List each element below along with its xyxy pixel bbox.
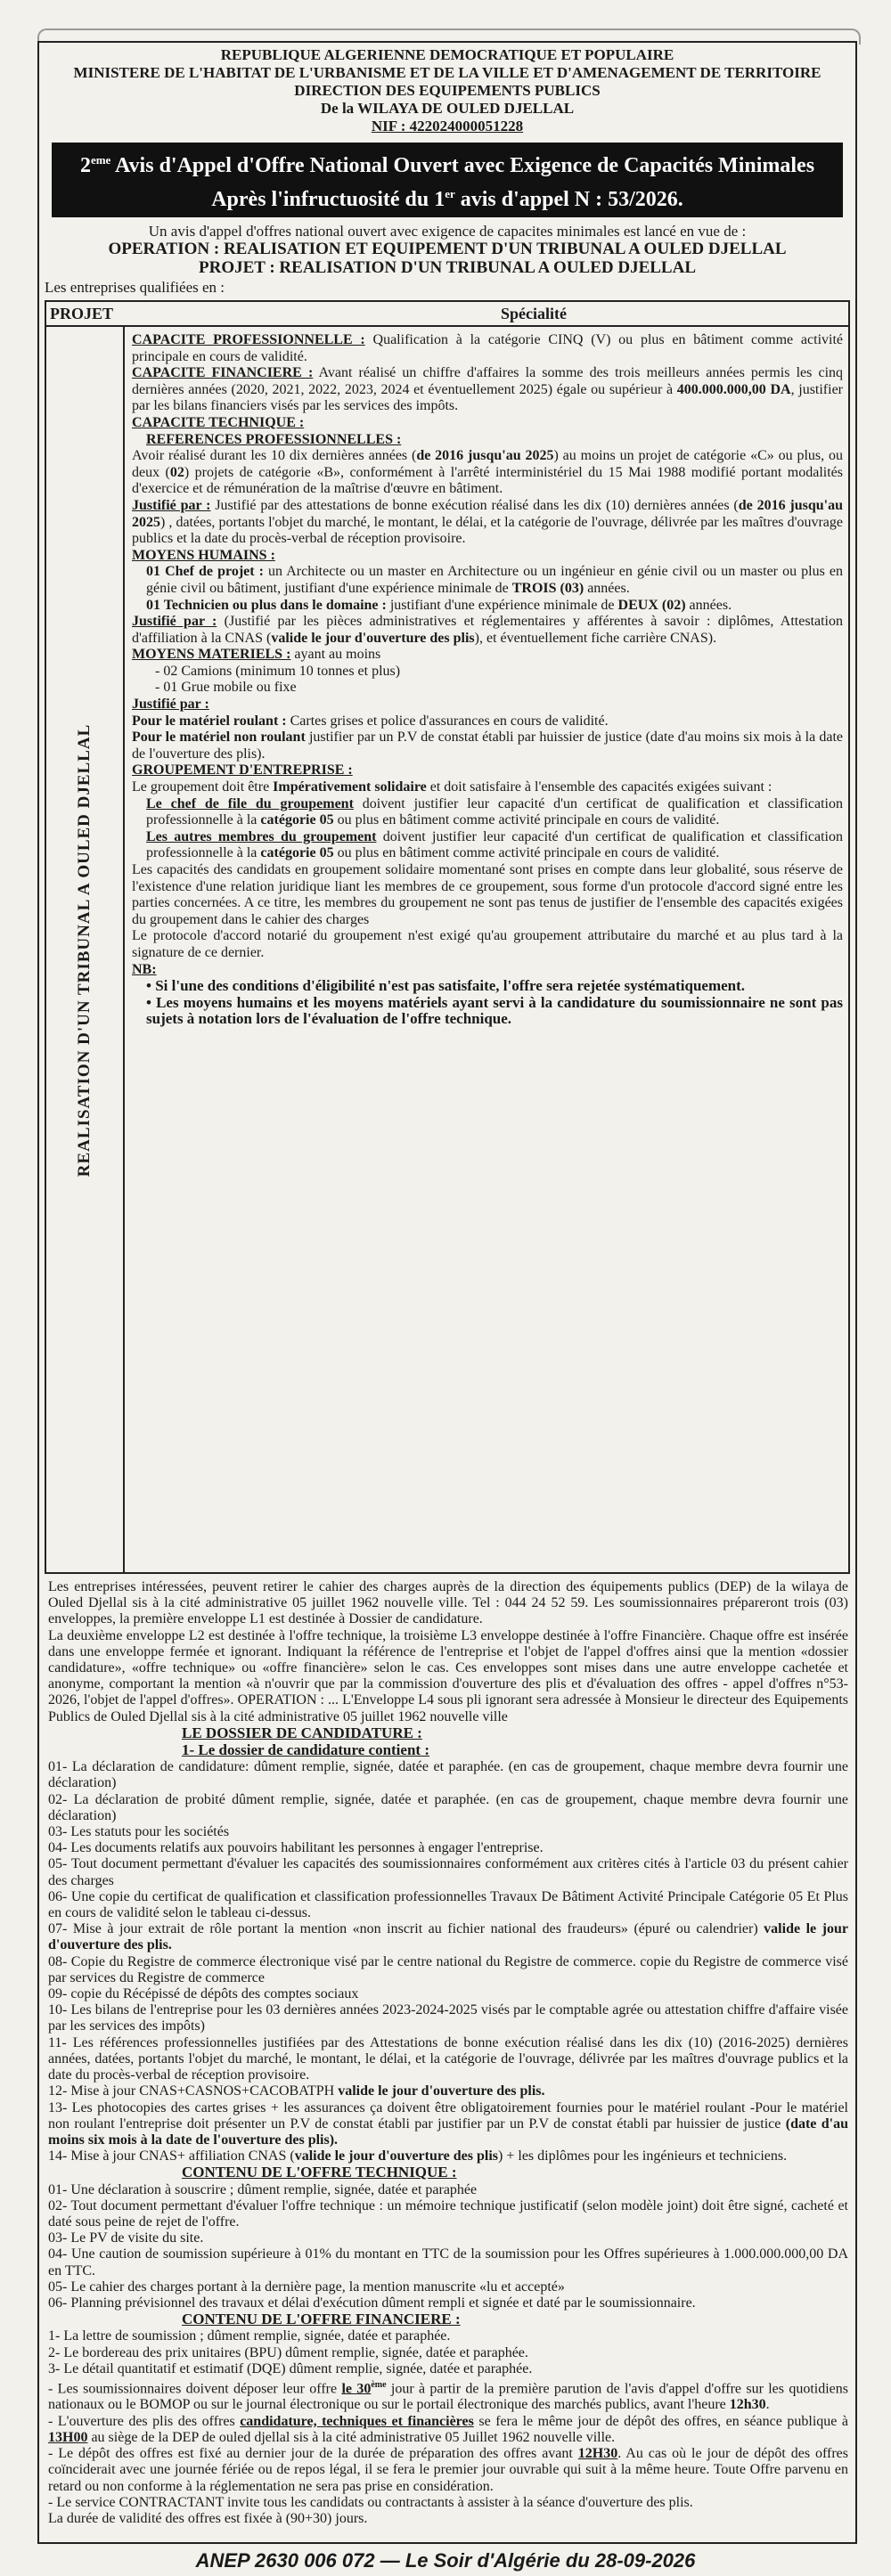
- materiel-roulant: Pour le matériel roulant : Cartes grises et police d'assurances en cours de validité.: [132, 713, 609, 729]
- capacite-fin: CAPACITE FINANCIERE : Avant réalisé un chiffre d'affaires la somme des trois meilleurs années permis les cinq dernières années (2020, 2021, 2022, 2023, 2024 et éventuellement 2025) égale ou supérieur à 400.000.000,00 DA, justifier par les bilans financiers visés par les services des impôts.: [132, 365, 844, 414]
- capacite-tech: CAPACITE TECHNIQUE :: [132, 414, 305, 430]
- dossier-item-05: 05- Tout document permettant d'évaluer les capacités des soumissionnaires conformément aux critères cités à l'article 03 du présent cahier des charges: [48, 1856, 848, 1888]
- ouverture-plis: - L'ouverture des plis des offres candidature, techniques et financières se fera le même jour de dépôt des offres, en séance publique à 13H00 au siège de la DEP de ouled djellal sis à la cité administrative 05 Juillet 1962 nouvelle ville.: [48, 2413, 848, 2445]
- duree-validite: La durée de validité des offres est fixée à (90+30) jours.: [48, 2510, 368, 2526]
- header-line-1: REPUBLIQUE ALGERIENNE DEMOCRATIQUE ET POPULAIRE: [220, 46, 674, 63]
- dossier-item-01: 01- La déclaration de candidature: dûment remplie, signée, datée et paraphée. (en cas de groupement, chaque membre devra fournir une déclaration): [48, 1759, 848, 1791]
- specialite-cell: [132, 332, 843, 1028]
- body-p1: Les entreprises intéressées, peuvent retirer le cahier des charges auprès de la direction des équipements publics (DEP) de la wilaya de Ouled Djellal sis à la cité administrative 05 juillet 1962 nouvelle ville. Tel : 044 24 52 59. Les soumissionnaires prépareront trois (03) enveloppes, la première enveloppe L1 est destinée à Dossier de candidature.: [48, 1579, 848, 1627]
- delai-depot: - Le dépôt des offres est fixé au dernier jour de la durée de préparation des offres avant 12H30. Au cas où le jour de dépôt des offres coïnciderait avec une journée fériée ou de repos légal, il se fera le premier jour ouvrable qui suit à la même heure. Toute Offre parvenu en retard ou non conforme à la réglementation ne sera pas prise en considération.: [48, 2446, 849, 2494]
- tech-item-01: 01- Une déclaration à souscrire ; dûment remplie, signée, datée et paraphée: [48, 2181, 478, 2197]
- nb-1: • Si l'une des conditions d'éligibilité n'est pas satisfaite, l'offre sera rejetée systématiquement.: [146, 977, 746, 995]
- tech-item-06: 06- Planning prévisionnel des travaux et délai d'exécution dûment rempli et signée et daté par le soumissionnaire.: [48, 2295, 696, 2311]
- fin-item-3: 3- Le détail quantitatif et estimatif (DQE) dûment remplie, signée, datée et paraphée.: [48, 2360, 533, 2376]
- tech-item-05: 05- Le cahier des charges portant à la dernière page, la mention manuscrite «lu et accepté»: [48, 2278, 565, 2295]
- dossier-item-11: 11- Les références professionnelles justifiées par des Attestations de bonne exécution réalisé dans les dix (10) (2016-2025) dernières années, datées, portants l'objet du marché, le montant, le délai, et la catégorie de l'ouvrage, délivrée par les maîtres d'ouvrage publics et la date du procès-verbal de réception provisoire.: [48, 2034, 848, 2083]
- body-p2: La deuxième enveloppe L2 est destinée à l'offre technique, la troisième L3 enveloppe destinée à l'offre Financière. Chaque offre est insérée dans une enveloppe fermée et ignorant. Indiquant la référence de l'entreprise et l'objet de l'appel d'offres ainsi que la mention «dossier candidature», «offre technique» ou «offre financière» selon le cas. Ces enveloppes sont mises dans une autre enveloppe cachetée et anonyme, comportant la mention «à n'ouvrir que par la commission d'ouverture des plis et d'évaluation des offres - appel d'offres n°53-2026, l'objet de l'appel d'offres». OPERATION : ... L'Enveloppe L4 sous pli ignorant sera adressée à Monsieur le directeur des Equipements Publics de Ouled Djellal sis à la cité administrative 05 juillet 1962 nouvelle ville: [48, 1627, 848, 1724]
- dossier-item-06: 06- Une copie du certificat de qualification et classification professionnelles Travaux De Bâtiment Activité Principale Catégorie 05 Et Plus en cours de validité selon le tableau ci-dessus.: [48, 1888, 848, 1921]
- dossier-item-07: 07- Mise à jour extrait de rôle portant la mention «non inscrit au fichier national des fraudeurs» (épuré ou calendrier) valide le jour d'ouverture des plis.: [48, 1921, 848, 1953]
- newspaper-footer: ANEP 2630 006 072 — Le Soir d'Algérie du 28-09-2026: [195, 2549, 696, 2572]
- justifie-3: Justifié par :: [132, 697, 209, 713]
- offre-financiere-heading: CONTENU DE L'OFFRE FINANCIERE :: [182, 2311, 461, 2328]
- materiel-2: - 01 Grue mobile ou fixe: [155, 680, 297, 696]
- dossier-item-04: 04- Les documents relatifs aux pouvoirs habilitant les personnes à engager l'entreprise.: [48, 1840, 544, 1856]
- dossier-subheading: 1- Le dossier de candidature contient :: [182, 1741, 429, 1759]
- header-nif: NIF : 422024000051228: [371, 118, 524, 135]
- requirements-table: [45, 300, 850, 1574]
- newspaper-page: [9, 5, 882, 2572]
- groupement-text: Le groupement doit être Impérativement solidaire et doit satisfaire à l'ensemble des capacités exigées suivant :: [132, 779, 772, 795]
- project-vertical-label: REALISATION D'UN TRIBUNAL A OULED DJELLAL: [75, 723, 94, 1178]
- dossier-item-09: 09- copie du Récépissé de dépôts des comptes sociaux: [48, 1986, 359, 2002]
- nb-heading: NB:: [132, 961, 157, 977]
- notice-header: [39, 46, 855, 135]
- moyens-humains-heading: MOYENS HUMAINS :: [132, 547, 275, 563]
- fin-item-1: 1- La lettre de soumission ; dûment remplie, signée, datée et paraphée.: [48, 2328, 451, 2344]
- dossier-item-02: 02- La déclaration de probité dûment remplie, signée, datée et paraphée. (en cas de groupement, chaque membre devra fournir une déclaration): [48, 1791, 848, 1823]
- dossier-item-10: 10- Les bilans de l'entreprise pour les 03 dernières années 2023-2024-2025 visés par le comptable agrée ou attestation chiffre d'affaire visée par les services des impôts): [48, 2002, 848, 2034]
- title-line-2a: Après l'infructuosité du 1: [211, 188, 446, 211]
- table-header: [46, 302, 848, 327]
- technicien: 01 Technicien ou plus dans le domaine : justifiant d'une expérience minimale de DEUX (02) années.: [146, 597, 732, 613]
- tech-item-04: 04- Une caution de soumission supérieure à 01% du montant en TTC de la soumission pour les Offres supérieures à 1.000.000.000,00 DA en TTC.: [48, 2246, 848, 2278]
- title-line-1: Avis d'Appel d'Offre National Ouvert avec Exigence de Capacités Minimales: [110, 154, 815, 177]
- project-line: PROJET : REALISATION D'UN TRIBUNAL A OULED DJELLAL: [199, 258, 696, 277]
- materiel-1: - 02 Camions (minimum 10 tonnes et plus): [155, 663, 401, 679]
- references-heading: REFERENCES PROFESSIONNELLES :: [146, 431, 402, 447]
- header-line-3: DIRECTION DES EQUIPEMENTS PUBLICS: [294, 82, 601, 99]
- fin-item-2: 2- Le bordereau des prix unitaires (BPU) dûment remplie, signée, datée et paraphée.: [48, 2344, 528, 2360]
- qualified-label: Les entreprises qualifiées en :: [45, 279, 225, 296]
- notice-title: [52, 143, 843, 217]
- dossier-heading: LE DOSSIER DE CANDIDATURE :: [182, 1724, 422, 1741]
- dossier-item-08: 08- Copie du Registre de commerce électronique visé par le centre national du Registre de commerce. copie du Registre de commerce visé par services du Registre de commerce: [48, 1953, 848, 1985]
- justifie-1: Justifié par : Justifié par des attestations de bonne exécution réalisé dans les dix (10) dernières années (de 2016 jusqu'au 2025) , datées, portants l'objet du marché, le montant, le délai, et la catégorie de l'ouvrage, délivrée par les maîtres d'ouvrage publics et la date du procès-verbal de réception provisoire.: [132, 497, 844, 547]
- references-text: Avoir réalisé durant les 10 dix dernières années (de 2016 jusqu'au 2025) au moins un projet de catégorie «C» ou plus, ou deux (02) projets de catégorie «B», conformément à l'arrêté interministériel du 15 Mai 1988 modifié portant modalités d'exercice et de rémunération de la maîtrise d'œuvre en bâtiment.: [132, 448, 844, 497]
- groupement-capacites: Les capacités des candidats en groupement solidaire momentané sont prises en compte dans leur globalité, sous réserve de l'existence d'une relation juridique liant les membres de ce groupement, sous forme d'un protocole d'accord signé entre les parties concernées. A ce titre, les membres du groupement ne sont pas tenus de justifier de l'ensemble des capacités exigées du groupement dans le cahier des charges: [132, 862, 843, 927]
- tech-item-02: 02- Tout document permettant d'évaluer l'offre technique : un mémoire technique justificatif (selon modèle joint) doit être signé, cacheté et daté sous peine de rejet de l'offre.: [48, 2197, 848, 2230]
- dossier-item-12: 12- Mise à jour CNAS+CASNOS+CACOBATPH valide le jour d'ouverture des plis.: [48, 2083, 545, 2099]
- materiel-non-roulant: Pour le matériel non roulant justifier par un P.V de constat établi par huissier de justice (date d'au moins six mois à la date de l'ouverture des plis).: [132, 730, 844, 762]
- nb-2: • Les moyens humains et les moyens matériels ayant servi à la candidature du soumissionnaire ne sont pas sujets à notation lors de l'évaluation de l'offre technique.: [146, 993, 843, 1028]
- groupement-membres: Les autres membres du groupement doivent justifier leur capacité d'un certificat de qualification et classification professionnelle à la catégorie 05 ou plus en bâtiment comme activité principale en cours de validité.: [146, 828, 843, 861]
- groupement-protocole: Le protocole d'accord notarié du groupement n'est exigé qu'au groupement attributaire du marché et au plus tard à la signature de ce dernier.: [132, 928, 843, 960]
- header-line-2: MINISTERE DE L'HABITAT DE L'URBANISME ET DE LA VILLE ET D'AMENAGEMENT DE TERRITOIRE: [73, 64, 822, 81]
- tech-item-03: 03- Le PV de visite du site.: [48, 2230, 204, 2246]
- col-projet: PROJET: [50, 305, 114, 322]
- title-sup: eme: [90, 153, 111, 167]
- title-line-2b: avis d'appel N : 53/2026.: [454, 188, 683, 211]
- dossier-item-03: 03- Les statuts pour les sociétés: [48, 1824, 230, 1840]
- header-line-4: De la WILAYA DE OULED DJELLAL: [320, 100, 575, 117]
- notice-body: [48, 1579, 848, 2527]
- dossier-item-14: 14- Mise à jour CNAS+ affiliation CNAS (valide le jour d'ouverture des plis) + les diplômes pour les ingénieurs et techniciens.: [48, 2148, 788, 2164]
- intro-line-1: Un avis d'appel d'offres national ouvert avec exigence de capacites minimales est lancé en vue de :: [148, 223, 747, 240]
- operation-line: OPERATION : REALISATION ET EQUIPEMENT D'UN TRIBUNAL A OULED DJELLAL: [108, 240, 787, 258]
- dossier-item-13: 13- Les photocopies des cartes grises + les assurances ça doivent être obligatoirement fournies pour le matériel roulant -Pour le matériel non roulant l'entreprise doit présenter un P.V de constat établi par justifier par un P.V de constat établi par huissier de justice (date d'au moins six mois à la date de l'ouverture des plis).: [48, 2099, 848, 2148]
- intro: [39, 223, 855, 277]
- tender-notice: [37, 41, 857, 2544]
- moyens-materiels: MOYENS MATERIELS : ayant au moins: [132, 647, 381, 663]
- depot-offres: - Les soumissionnaires doivent déposer leur offre le 30ème jour à partir de la première parution de l'avis d'appel d'offre sur les quotidiens nationaux ou le BOMOP ou sur le journal électronique ou sur le portail électronique des marchés publics, avant l'heure 12h30.: [48, 2379, 849, 2413]
- offre-technique-heading: CONTENU DE L'OFFRE TECHNIQUE :: [182, 2164, 457, 2181]
- title-sup-2: er: [445, 187, 455, 200]
- chef-projet: 01 Chef de projet : un Architecte ou un master en Architecture ou un ingénieur en génie civil ou un master ou plus en génie civil ou bâtiment, justifiant d'une expérience minimale de TROIS (03) années.: [146, 564, 843, 596]
- groupement-heading: GROUPEMENT D'ENTREPRISE :: [132, 762, 353, 779]
- col-specialite: Spécialité: [501, 305, 567, 322]
- justifie-2: Justifié par : (Justifié par les pièces administratives et réglementaires y afférentes à savoir : diplômes, Attestation d'affiliation à la CNAS (valide le jour d'ouverture des plis), et éventuellement fiche carrière CNAS).: [132, 614, 843, 646]
- project-column: [46, 327, 125, 1572]
- capacite-pro: CAPACITE PROFESSIONNELLE : Qualification à la catégorie CINQ (V) ou plus en bâtiment comme activité principale en cours de validité.: [132, 332, 844, 364]
- invitation-seance: - Le service CONTRACTANT invite tous les candidats ou contractants à assister à la séance d'ouverture des plis.: [48, 2494, 693, 2510]
- title-number: 2: [79, 154, 91, 177]
- groupement-chef: Le chef de file du groupement doivent justifier leur capacité d'un certificat de qualification et classification professionnelle à la catégorie 05 ou plus en bâtiment comme activité principale en cours de validité.: [146, 795, 844, 828]
